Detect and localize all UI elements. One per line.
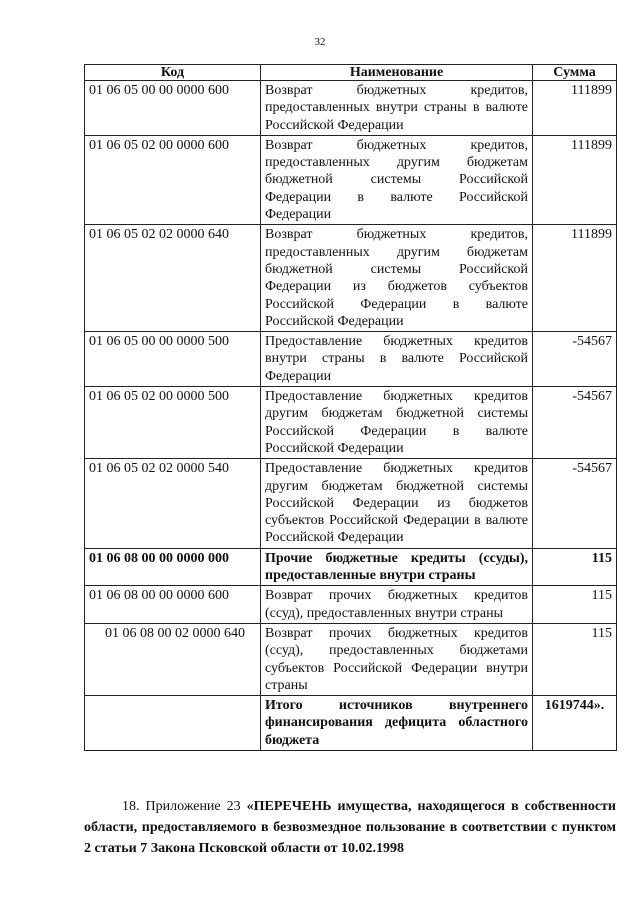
table-row xyxy=(85,225,617,332)
row-code: 01 06 05 02 02 0000 640 xyxy=(85,225,261,332)
row-code: 01 06 05 02 02 0000 540 xyxy=(85,459,261,548)
row-name: Предоставление бюджетных кредитов другим бюджетам бюджетной системы Российской Федерации из бюджетов субъектов Российской Федерации в валюте Российской Федерации xyxy=(261,459,533,548)
header-name: Наименование xyxy=(261,65,533,81)
row-sum: 115 xyxy=(533,623,617,695)
total-sum: 1619744». xyxy=(533,696,617,751)
amendment-paragraph xyxy=(84,796,616,859)
row-name: Возврат бюджетных кредитов, предоставленных другим бюджетам бюджетной системы Российской Федерации в валюте Российской Федерации xyxy=(261,135,533,224)
total-code-empty xyxy=(85,696,261,751)
row-sum: 115 xyxy=(533,586,617,624)
row-code: 01 06 08 00 00 0000 000 xyxy=(85,548,261,586)
row-name: Предоставление бюджетных кредитов внутри страны в валюте Российской Федерации xyxy=(261,332,533,387)
row-code: 01 06 05 02 00 0000 600 xyxy=(85,135,261,224)
row-code: 01 06 05 00 00 0000 500 xyxy=(85,332,261,387)
row-code: 01 06 05 00 00 0000 600 xyxy=(85,81,261,136)
header-code: Код xyxy=(85,65,261,81)
row-sum: 111899 xyxy=(533,135,617,224)
table-row xyxy=(85,623,617,695)
row-sum: -54567 xyxy=(533,459,617,548)
header-sum: Сумма xyxy=(533,65,617,81)
table-row xyxy=(85,81,617,136)
table-header-row xyxy=(85,65,617,81)
row-code: 01 06 08 00 02 0000 640 xyxy=(85,623,261,695)
page-number: 32 xyxy=(314,36,326,48)
row-sum: -54567 xyxy=(533,332,617,387)
row-sum: 111899 xyxy=(533,81,617,136)
row-code: 01 06 05 02 00 0000 500 xyxy=(85,387,261,459)
row-name: Возврат прочих бюджетных кредитов (ссуд), предоставленных внутри страны xyxy=(261,586,533,624)
row-name: Возврат бюджетных кредитов, предоставленных внутри страны в валюте Российской Федерации xyxy=(261,81,533,136)
table-row xyxy=(85,387,617,459)
row-sum: 115 xyxy=(533,548,617,586)
paragraph-bold: «ПЕРЕЧЕНЬ имущества, находящегося в собственности области, предоставляемого в безвозмездное пользование в соответствии с пунктом 2 статьи 7 Закона Псковской области от 10.02.1998 xyxy=(84,799,617,856)
row-sum: 111899 xyxy=(533,225,617,332)
table-row xyxy=(85,586,617,624)
paragraph-lead: 18. Приложение 23 xyxy=(122,799,247,814)
table-row xyxy=(85,332,617,387)
table-total-row xyxy=(85,696,617,751)
total-name: Итого источников внутреннего финансирования дефицита областного бюджета xyxy=(261,696,533,751)
row-name: Возврат прочих бюджетных кредитов (ссуд), предоставленных бюджетами субъектов Российской Федерации внутри страны xyxy=(261,623,533,695)
table-row xyxy=(85,135,617,224)
table-row xyxy=(85,459,617,548)
table-row-section xyxy=(85,548,617,586)
row-name: Возврат бюджетных кредитов, предоставленных другим бюджетам бюджетной системы Российской Федерации из бюджетов субъектов Российской Федерации в валюте Российской Федерации xyxy=(261,225,533,332)
budget-sources-table xyxy=(84,64,617,751)
row-name: Предоставление бюджетных кредитов другим бюджетам бюджетной системы Российской Федерации в валюте Российской Федерации xyxy=(261,387,533,459)
row-name: Прочие бюджетные кредиты (ссуды), предоставленные внутри страны xyxy=(261,548,533,586)
row-code: 01 06 08 00 00 0000 600 xyxy=(85,586,261,624)
row-sum: -54567 xyxy=(533,387,617,459)
